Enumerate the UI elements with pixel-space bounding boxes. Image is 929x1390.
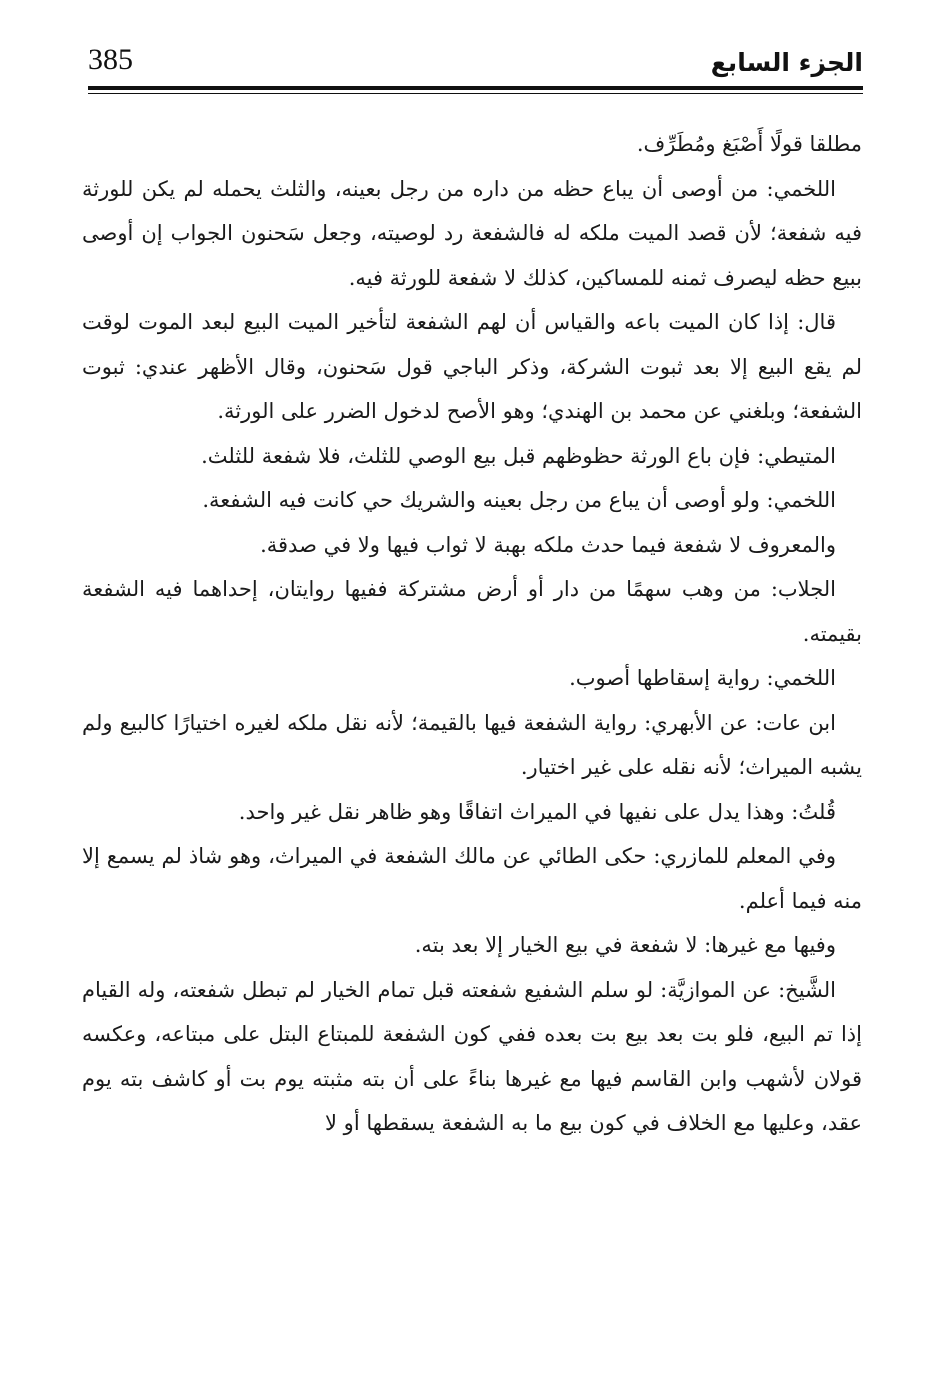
header-rule-thin [88, 93, 863, 94]
paragraph: اللخمي: رواية إسقاطها أصوب. [569, 666, 836, 690]
paragraph: الشَّيخ: عن الموازيَّة: لو سلم الشفيع شفعته قبل تمام الخيار لم تبطل شفعته، وله القيام إذا تم البيع، فلو بت بعد بيع بت بعده ففي كون الشفعة للمبتاع البتل على مبتاعه، وعكسه قولان لأشهب وابن القاسم فيها مع غيرها بناءً على أن بته مثبته يوم بت أو كاشف بته يوم عقد، وعليها مع الخلاف في كون بيع ما به الشفعة يسقطها أو لا [82, 977, 862, 1135]
paragraph: وفيها مع غيرها: لا شفعة في بيع الخيار إلا بعد بته. [414, 933, 836, 957]
paragraph: قُلتُ: وهذا يدل على نفيها في الميراث اتفاقًا وهو ظاهر نقل غير واحد. [238, 799, 836, 824]
paragraph: اللخمي: من أوصى أن يباع حظه من داره من رجل بعينه، والثلث يحمله لم يكن للورثة فيه شفعة؛ لأن قصد الميت ملكه له فالشفعة رد لوصيته، وجعل سَحنون الجواب إن أوصى ببيع حظه ليصرف ثمنه للمساكين، كذلك لا شفعة للورثة فيه. [82, 176, 862, 290]
header-rule-thick [88, 86, 863, 90]
paragraph: والمعروف لا شفعة فيما حدث ملكه بهبة لا ثواب فيها ولا في صدقة. [260, 532, 836, 557]
running-title: الجزء السابع [710, 48, 863, 77]
paragraph: مطلقا قولًا أَصْبَغ ومُطَرِّف. [636, 132, 862, 156]
body-text [82, 122, 862, 1146]
paragraph: قال: إذا كان الميت باعه والقياس أن لهم الشفعة لتأخير الميت البيع لبعد الموت لوقت لم يقع البيع إلا بعد ثبوت الشركة، وذكر الباجي قول سَحنون، وقال الأظهر عندي: ثبوت الشفعة؛ وبلغني عن محمد بن الهندي؛ وهو الأصح لدخول الضرر على الورثة. [82, 310, 862, 423]
paragraph: اللخمي: ولو أوصى أن يباع من رجل بعينه والشريك حي كانت فيه الشفعة. [202, 488, 836, 512]
page-number: 385 [88, 43, 133, 76]
paragraph: المتيطي: فإن باع الورثة حظوظهم قبل بيع الوصي للثلث، فلا شفعة للثلث. [201, 443, 836, 468]
paragraph: ابن عات: عن الأبهري: رواية الشفعة فيها بالقيمة؛ لأنه نقل ملكه لغيره اختيارًا كالبيع ولم يشبه الميراث؛ لأنه نقله على غير اختيار. [82, 710, 862, 779]
paragraph: وفي المعلم للمازري: حكى الطائي عن مالك الشفعة في الميراث، وهو شاذ لم يسمع إلا منه فيما أعلم. [82, 844, 862, 913]
page-header [88, 36, 863, 92]
paragraph: الجلاب: من وهب سهمًا من دار أو أرض مشتركة ففيها روايتان، إحداهما فيه الشفعة بقيمته. [82, 577, 862, 646]
